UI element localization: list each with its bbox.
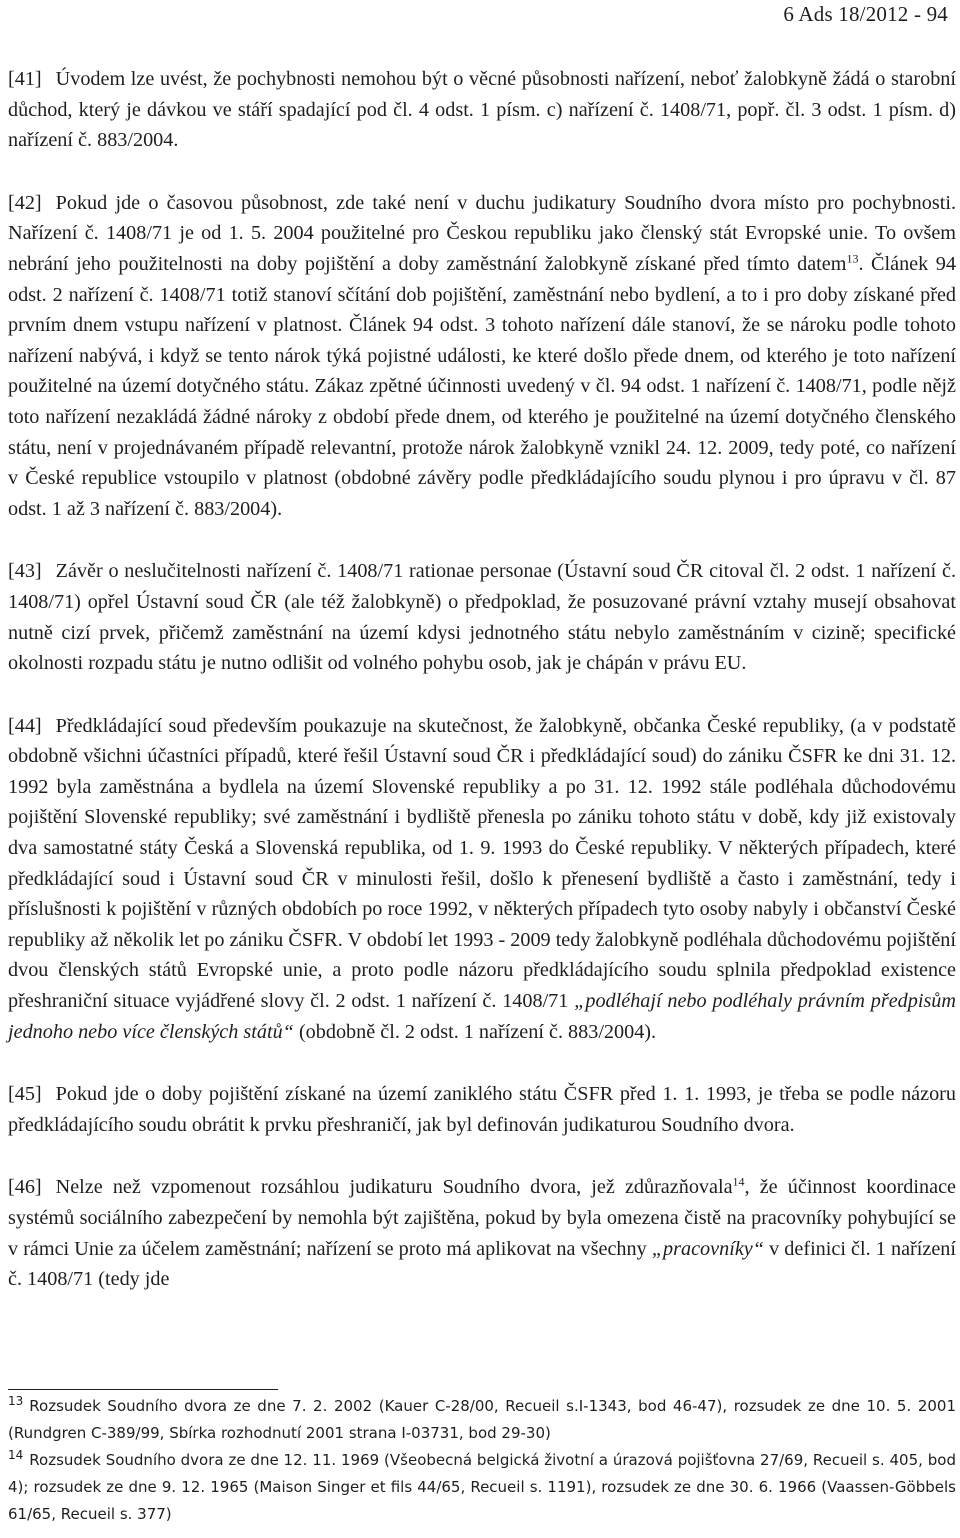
- paragraph-text: Nelze než vzpomenout rozsáhlou judikaturu Soudního dvora, jež zdůrazňovala: [55, 1176, 733, 1199]
- paragraph-41: [8, 64, 956, 156]
- footnote-separator: [8, 1389, 278, 1390]
- paragraph-number: [44]: [8, 714, 42, 737]
- paragraph-number: [43]: [8, 560, 42, 583]
- paragraph-number: [46]: [8, 1176, 42, 1199]
- paragraph-42: [8, 188, 956, 525]
- footnote-reference-13[interactable]: 13: [846, 251, 859, 266]
- paragraph-45: [8, 1079, 956, 1140]
- paragraph-number: [45]: [8, 1083, 42, 1106]
- footnote-text: Rozsudek Soudního dvora ze dne 12. 11. 1969 (Všeobecná belgická životní a úrazová pojišťovna 27/69, Recueil s. 405, bod 4); rozsudek ze dne 9. 12. 1965 (Maison Singer et fils 44/65, Recueil s. 1191), rozsudek ze dne 30. 6. 1966 (Vaassen-Göbbels 61/65, Recueil s. 377): [8, 1451, 956, 1523]
- paragraph-44: [8, 711, 956, 1048]
- paragraph-text: (obdobně čl. 2 odst. 1 nařízení č. 883/2004).: [293, 1020, 657, 1043]
- footnote-number: 13: [8, 1394, 24, 1408]
- italic-quote: „podléhají nebo podléhaly právním předpisům jednoho nebo více členských států“: [8, 990, 956, 1043]
- footnote-text: Rozsudek Soudního dvora ze dne 7. 2. 2002 (Kauer C-28/00, Recueil s.I-1343, bod 46-47), rozsudek ze dne 10. 5. 2001 (Rundgren C-389/99, Sbírka rozhodnutí 2001 strana I-03731, bod 29-30): [8, 1397, 956, 1442]
- paragraph-text: Závěr o neslučitelnosti nařízení č. 1408/71 rationae personae (Ústavní soud ČR citoval čl. 2 odst. 1 nařízení č. 1408/71) opřel Ústavní soud ČR (ale též žalobkyně) o předpoklad, že posuzované právní vztahy musejí obsahovat nutně cizí prvek, přičemž zaměstnání na území kdysi jednotného státu nebylo zaměstnáním v cizině; specifické okolnosti rozpadu státu je nutno odlišit od volného pohybu osob, jak je chápán v právu EU.: [8, 560, 956, 675]
- paragraph-text: Úvodem lze uvést, že pochybnosti nemohou být o věcné působnosti nařízení, neboť žalobkyně žádá o starobní důchod, který je dávkou ve stáří spadající pod čl. 4 odst. 1 písm. c) nařízení č. 1408/71, popř. čl. 3 odst. 1 písm. d) nařízení č. 883/2004.: [8, 68, 956, 152]
- document-body: [8, 64, 956, 1295]
- paragraph-number: [41]: [8, 68, 42, 90]
- paragraph-text: Pokud jde o doby pojištění získané na území zaniklého státu ČSFR před 1. 1. 1993, je třeba se podle názoru předkládajícího soudu obrátit k prvku přeshraničí, jak byl definován judikaturou Soudního dvora.: [8, 1083, 956, 1136]
- footnote-reference-14[interactable]: 14: [732, 1174, 745, 1189]
- paragraph-text: Předkládající soud především poukazuje na skutečnost, že žalobkyně, občanka České republiky, (a v podstatě obdobně všichni účastníci případů, které řešil Ústavní soud ČR i předkládající soud) do zániku ČSFR ke dni 31. 12. 1992 byla zaměstnána a bydlela na území Slovenské republiky a po 31. 12. 1992 stále podléhala důchodovému pojištění Slovenské republiky; své zaměstnání i bydliště přenesla po zániku tohoto státu v době, kdy již existovaly dva samostatné státy Česká a Slovenská republika, od 1. 9. 1993 do České republiky. V některých případech, které předkládající soud i Ústavní soud ČR v minulosti řešil, došlo k přenesení bydliště a často i zaměstnání, tedy i příslušnosti k pojištění v různých obdobích po roce 1992, v některých případech tyto osoby nabyly i občanství České republiky až několik let po zániku ČSFR. V období let 1993 - 2009 tedy žalobkyně podléhala důchodovému pojištění dvou členských států Evropské unie, a proto podle názoru předkládajícího soudu splnila předpoklad existence přeshraniční situace vyjádřené slovy čl. 2 odst. 1 nařízení č. 1408/71: [8, 714, 956, 1013]
- paragraph-text: v definici čl. 1 nařízení č. 1408/71 (tedy jde: [8, 1237, 957, 1291]
- paragraph-46: [8, 1172, 956, 1294]
- italic-quote: „pracovníky“: [651, 1237, 764, 1260]
- footnote-14: [8, 1447, 956, 1528]
- paragraph-43: [8, 556, 956, 678]
- footnote-number: 14: [8, 1448, 24, 1462]
- paragraph-text: Pokud jde o časovou působnost, zde také není v duchu judikatury Soudního dvora místo pro pochybnosti. Nařízení č. 1408/71 je od 1. 5. 2004 použitelné pro Českou republiku jako členský stát Evropské unie. To ovšem nebrání jeho použitelnosti na doby pojištění a doby zaměstnání žalobkyně získané před tímto datem: [8, 191, 956, 275]
- paragraph-number: [42]: [8, 191, 42, 214]
- case-reference: 6 Ads 18/2012 - 94: [783, 2, 948, 26]
- footnote-13: [8, 1393, 956, 1447]
- paragraph-text: , že účinnost koordinace systémů sociálního zabezpečení by nemohla být zajištěna, pokud by byla omezena čistě na pracovníky pohybující se v rámci Unie za účelem zaměstnání; nařízení se proto má aplikovat na všechny: [8, 1176, 956, 1260]
- footnotes: [8, 1393, 956, 1528]
- paragraph-text: . Článek 94 odst. 2 nařízení č. 1408/71 totiž stanoví sčítání dob pojištění, zaměstnání nebo bydlení, a to i pro doby získané před prvním dnem vstupu nařízení v platnost. Článek 94 odst. 3 tohoto nařízení dále stanoví, že se nároku podle tohoto nařízení nabývá, i když se tento nárok týká pojistné události, ke které došlo přede dnem, od kterého je toto nařízení použitelné na území dotyčného státu. Zákaz zpětné účinnosti uvedený v čl. 94 odst. 1 nařízení č. 1408/71, podle nějž toto nařízení nezakládá žádné nároky z období přede dnem, od kterého je použitelné na území dotyčného členského státu, není v projednávaném případě relevantní, protože nárok žalobkyně vznikl 24. 12. 2009, tedy poté, co nařízení v České republice vstoupilo v platnost (obdobné závěry podle předkládajícího soudu plynou i pro úpravu v čl. 87 odst. 1 až 3 nařízení č. 883/2004).: [8, 252, 956, 520]
